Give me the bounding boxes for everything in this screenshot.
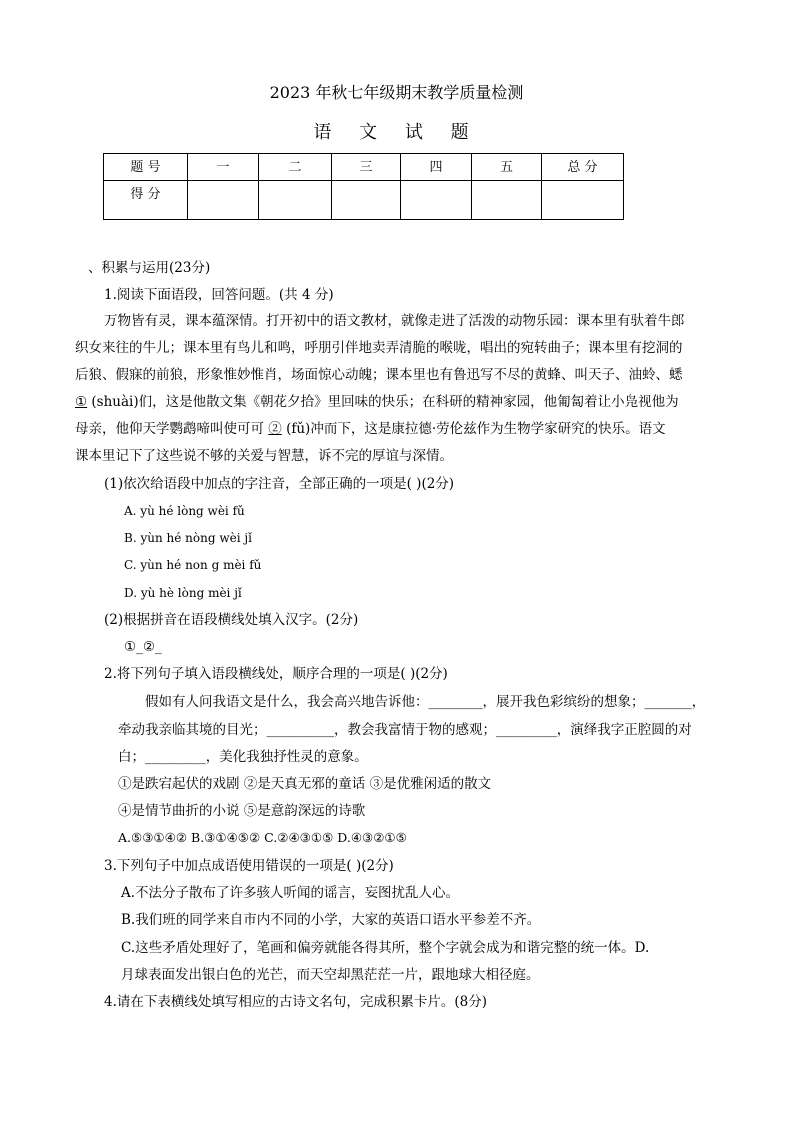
exam-title: 2023 年秋七年级期末教学质量检测	[269, 83, 524, 102]
q3-option-b[interactable]: B.我们班的同学来自市内不同的小学，大家的英语口语水平参差不齐。	[121, 912, 541, 928]
q2-options[interactable]: A.⑤③①④② B.③①④⑤② C.②④③①⑤ D.④③②①⑤	[118, 830, 407, 845]
q3-option-a[interactable]: A.不法分子散布了许多骇人听闻的谣言，妄图扰乱人心。	[121, 885, 460, 901]
option-d[interactable]: D. yù hè lòng mèi jǐ	[124, 586, 242, 600]
header-cell-4: 四	[401, 154, 472, 181]
passage-text: (shuài)们，这是他散文集《朝花夕拾》里回味的快乐；在科研的精神家园，他匍匐着让小凫视他为	[87, 394, 679, 410]
q2-passage-line: 白；_________，美化我独抒性灵的意象。	[118, 749, 368, 765]
option-a[interactable]: A. yù hé lòng wèi fǔ	[124, 504, 245, 518]
blank-2[interactable]: ②	[268, 421, 282, 437]
score-cell[interactable]	[472, 181, 542, 220]
score-cell[interactable]	[401, 181, 472, 220]
q1-sub2-answer[interactable]: ①_②_	[124, 639, 162, 655]
q1-sub2-stem: (2)根据拼音在语段横线处填入汉字。(2分)	[104, 612, 359, 628]
q1-stem: 1.阅读下面语段，回答问题。(共 4 分)	[104, 287, 334, 303]
passage-line	[75, 420, 666, 438]
header-cell-2: 二	[259, 154, 332, 181]
header-cell-question-no: 题 号	[104, 154, 188, 181]
score-table	[103, 153, 624, 220]
score-cell[interactable]	[332, 181, 401, 220]
passage-line: 织女来往的牛儿；课本里有鸟儿和鸣，呼朋引伴地卖弄清脆的喉咙，唱出的宛转曲子；课本里有挖洞的	[75, 340, 683, 356]
q2-stem: 2.将下列句子填入语段横线处，顺序合理的一项是( )(2分)	[104, 666, 448, 682]
q3-option-c[interactable]: C.这些矛盾处理好了，笔画和偏旁就能各得其所，整个字就会成为和谐完整的统一体。D.	[121, 940, 650, 956]
q1-sub1-stem: (1)依次给语段中加点的字注音，全部正确的一项是( )(2分)	[104, 476, 455, 492]
q2-choices: ①是跌宕起伏的戏剧 ②是天真无邪的童话 ③是优雅闲适的散文	[118, 776, 492, 792]
score-cell[interactable]	[188, 181, 259, 220]
subject-title: 语 文 试 题	[313, 122, 480, 143]
header-cell-1: 一	[188, 154, 259, 181]
q2-passage-line: 牵动我亲临其境的目光；__________，教会我富情于物的感观；_________，演绎我字正腔圆的对	[118, 722, 692, 738]
header-cell-total: 总 分	[542, 154, 624, 181]
option-b[interactable]: B. yùn hé nòng wèi jǐ	[124, 531, 252, 545]
passage-text: (fǔ)冲而下，这是康拉德·劳伦兹作为生物学家研究的快乐。语文	[281, 421, 666, 437]
passage-line: 后狼、假寐的前狼，形象惟妙惟肖，场面惊心动魄；课本里也有鲁迅写不尽的黄蜂、叫天子、油蛉、蟋	[75, 367, 683, 383]
q3-option-d[interactable]: 月球表面发出银白色的光芒，而天空却黑茫茫一片，跟地球大相径庭。	[121, 967, 540, 983]
passage-line: 万物皆有灵，课本蕴深情。打开初中的语文教材，就像走进了活泼的动物乐园：课本里有驮着牛郎	[104, 313, 685, 329]
q2-passage-line: 假如有人问我语文是什么，我会高兴地告诉他：________，展开我色彩缤纷的想象；_______，	[145, 694, 706, 710]
header-cell-3: 三	[332, 154, 401, 181]
header-cell-5: 五	[472, 154, 542, 181]
passage-text: 母亲，他仰天学鹦鹉啼叫使可可	[75, 421, 269, 437]
score-cell[interactable]	[259, 181, 332, 220]
q3-stem: 3.下列句子中加点成语使用错误的一项是( )(2分)	[104, 858, 394, 874]
blank-1[interactable]: ①	[75, 394, 88, 410]
section-heading: 、积累与运用(23分)	[88, 260, 211, 276]
passage-line: 课本里记下了这些说不够的关爱与智慧，诉不完的厚谊与深情。	[75, 448, 453, 464]
q2-choices: ④是情节曲折的小说 ⑤是意韵深远的诗歌	[118, 803, 366, 819]
score-cell[interactable]	[542, 181, 624, 220]
q4-stem: 4.请在下表横线处填写相应的古诗文名句，完成积累卡片。(8分)	[104, 994, 488, 1010]
passage-line	[75, 393, 679, 411]
option-c[interactable]: C. yùn hé non g mèi fǔ	[124, 558, 262, 572]
score-row-label: 得 分	[104, 181, 188, 220]
